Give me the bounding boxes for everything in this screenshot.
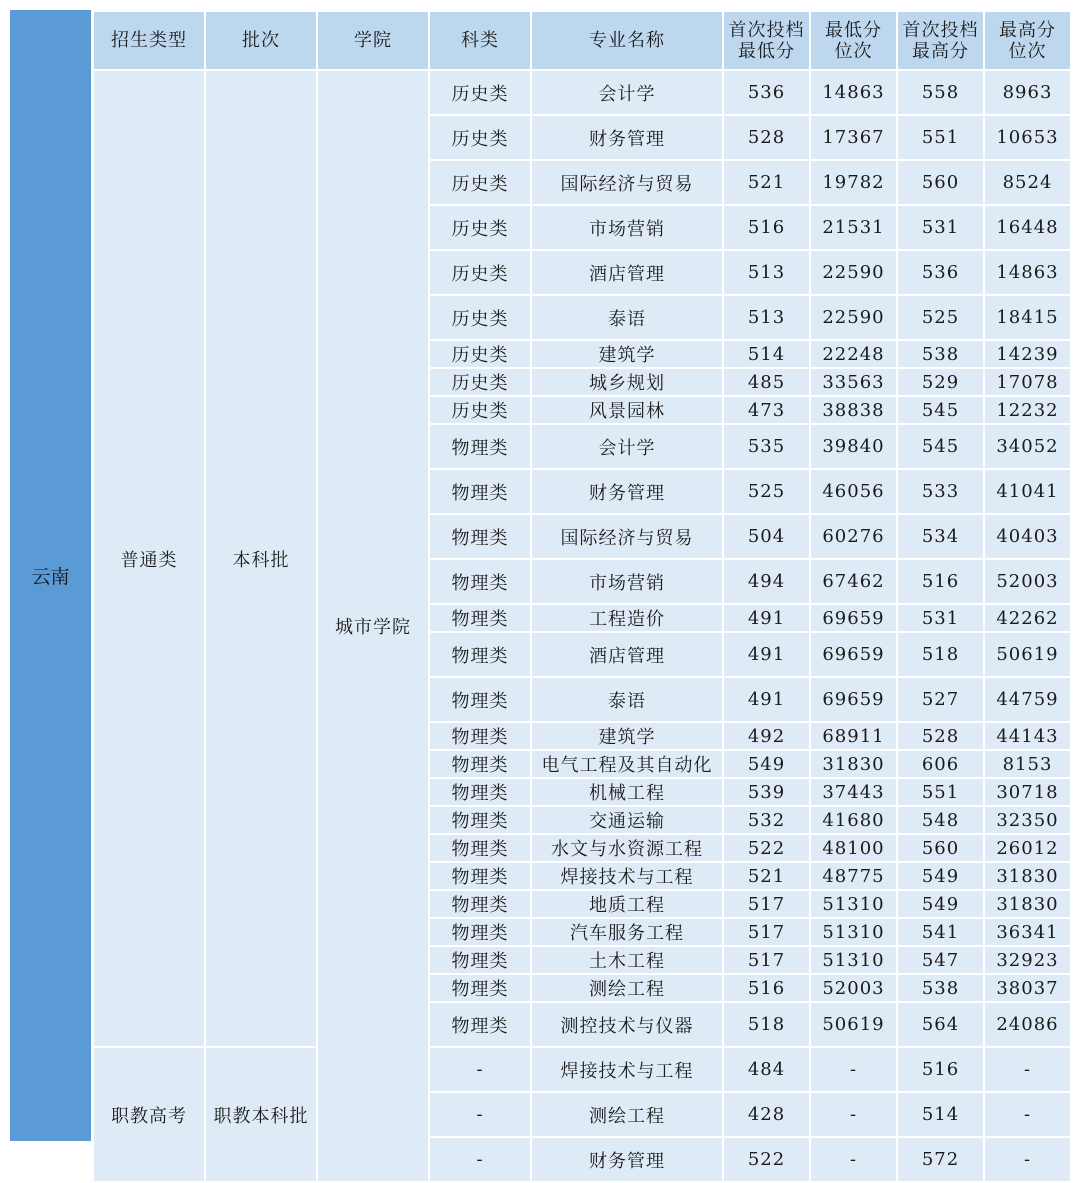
min-score-cell: 525 [723, 469, 810, 514]
max-rank-cell: 44759 [984, 677, 1071, 722]
max-score-cell: 528 [897, 722, 984, 750]
subject-cell: 物理类 [429, 946, 531, 974]
min-score-cell: 549 [723, 750, 810, 778]
header-college: 学院 [317, 11, 429, 70]
min-score-cell: 535 [723, 424, 810, 469]
max-score-cell: 572 [897, 1137, 984, 1182]
subject-cell: 历史类 [429, 250, 531, 295]
min-rank-cell: 39840 [810, 424, 897, 469]
max-rank-cell: 40403 [984, 514, 1071, 559]
major-cell: 焊接技术与工程 [531, 862, 723, 890]
max-score-cell: 560 [897, 834, 984, 862]
max-rank-cell: 17078 [984, 368, 1071, 396]
major-cell: 国际经济与贸易 [531, 514, 723, 559]
max-rank-cell: 38037 [984, 974, 1071, 1002]
max-score-cell: 527 [897, 677, 984, 722]
major-cell: 酒店管理 [531, 250, 723, 295]
max-score-cell: 534 [897, 514, 984, 559]
min-score-cell: 532 [723, 806, 810, 834]
min-rank-cell: 68911 [810, 722, 897, 750]
min-rank-cell: 50619 [810, 1002, 897, 1047]
major-cell: 建筑学 [531, 340, 723, 368]
min-rank-cell: - [810, 1092, 897, 1137]
min-rank-cell: 69659 [810, 604, 897, 632]
min-rank-cell: 46056 [810, 469, 897, 514]
max-rank-cell: 34052 [984, 424, 1071, 469]
subject-cell: 历史类 [429, 396, 531, 424]
subject-cell: 物理类 [429, 778, 531, 806]
min-rank-cell: 60276 [810, 514, 897, 559]
major-cell: 交通运输 [531, 806, 723, 834]
min-rank-cell: 22590 [810, 250, 897, 295]
max-rank-cell: 30718 [984, 778, 1071, 806]
max-score-cell: 545 [897, 396, 984, 424]
max-rank-cell: 12232 [984, 396, 1071, 424]
subject-cell: 物理类 [429, 469, 531, 514]
max-score-cell: 529 [897, 368, 984, 396]
max-score-cell: 541 [897, 918, 984, 946]
max-rank-cell: 18415 [984, 295, 1071, 340]
max-rank-cell: 44143 [984, 722, 1071, 750]
min-rank-cell: 14863 [810, 70, 897, 115]
major-cell: 城乡规划 [531, 368, 723, 396]
major-cell: 财务管理 [531, 1137, 723, 1182]
min-score-cell: 517 [723, 918, 810, 946]
enroll-type-cell: 普通类 [93, 70, 205, 1047]
max-score-cell: 606 [897, 750, 984, 778]
major-cell: 市场营销 [531, 205, 723, 250]
max-rank-cell: 26012 [984, 834, 1071, 862]
subject-cell: 物理类 [429, 806, 531, 834]
major-cell: 建筑学 [531, 722, 723, 750]
max-score-cell: 551 [897, 115, 984, 160]
major-cell: 焊接技术与工程 [531, 1047, 723, 1092]
subject-cell: 历史类 [429, 115, 531, 160]
min-rank-cell: 21531 [810, 205, 897, 250]
max-rank-cell: 8963 [984, 70, 1071, 115]
min-score-cell: 492 [723, 722, 810, 750]
max-score-cell: 516 [897, 559, 984, 604]
min-score-cell: 473 [723, 396, 810, 424]
header-major: 专业名称 [531, 11, 723, 70]
min-score-cell: 428 [723, 1092, 810, 1137]
max-rank-cell: - [984, 1137, 1071, 1182]
max-score-cell: 547 [897, 946, 984, 974]
max-score-cell: 560 [897, 160, 984, 205]
max-rank-cell: 16448 [984, 205, 1071, 250]
min-score-cell: 522 [723, 834, 810, 862]
min-rank-cell: - [810, 1137, 897, 1182]
header-enroll-type: 招生类型 [93, 11, 205, 70]
min-score-cell: 516 [723, 205, 810, 250]
min-score-cell: 513 [723, 295, 810, 340]
min-rank-cell: 48100 [810, 834, 897, 862]
max-rank-cell: 14863 [984, 250, 1071, 295]
subject-cell: 物理类 [429, 750, 531, 778]
major-cell: 财务管理 [531, 469, 723, 514]
subject-cell: 历史类 [429, 70, 531, 115]
subject-cell: 物理类 [429, 862, 531, 890]
subject-cell: 物理类 [429, 1002, 531, 1047]
max-score-cell: 538 [897, 340, 984, 368]
province-cell: 云南 [10, 10, 91, 1141]
min-rank-cell: 51310 [810, 890, 897, 918]
min-score-cell: 517 [723, 890, 810, 918]
max-score-cell: 536 [897, 250, 984, 295]
major-cell: 市场营销 [531, 559, 723, 604]
max-score-cell: 538 [897, 974, 984, 1002]
table-row [93, 70, 1071, 115]
min-score-cell: 491 [723, 632, 810, 677]
min-score-cell: 484 [723, 1047, 810, 1092]
max-score-cell: 533 [897, 469, 984, 514]
header-min-score: 首次投档 最低分 [723, 11, 810, 70]
subject-cell: 历史类 [429, 368, 531, 396]
max-rank-cell: 31830 [984, 862, 1071, 890]
admission-score-table [92, 10, 1072, 1183]
min-rank-cell: - [810, 1047, 897, 1092]
subject-cell: 物理类 [429, 974, 531, 1002]
major-cell: 测控技术与仪器 [531, 1002, 723, 1047]
max-rank-cell: 8153 [984, 750, 1071, 778]
major-cell: 电气工程及其自动化 [531, 750, 723, 778]
max-rank-cell: 41041 [984, 469, 1071, 514]
min-score-cell: 513 [723, 250, 810, 295]
min-rank-cell: 69659 [810, 677, 897, 722]
subject-cell: 物理类 [429, 424, 531, 469]
max-rank-cell: - [984, 1047, 1071, 1092]
max-score-cell: 545 [897, 424, 984, 469]
max-score-cell: 549 [897, 890, 984, 918]
min-rank-cell: 48775 [810, 862, 897, 890]
min-score-cell: 514 [723, 340, 810, 368]
max-score-cell: 564 [897, 1002, 984, 1047]
major-cell: 泰语 [531, 295, 723, 340]
major-cell: 工程造价 [531, 604, 723, 632]
header-min-rank: 最低分 位次 [810, 11, 897, 70]
min-rank-cell: 37443 [810, 778, 897, 806]
batch-cell: 本科批 [205, 70, 317, 1047]
subject-cell: 物理类 [429, 722, 531, 750]
min-score-cell: 491 [723, 677, 810, 722]
header-subject: 科类 [429, 11, 531, 70]
min-score-cell: 491 [723, 604, 810, 632]
major-cell: 测绘工程 [531, 1092, 723, 1137]
header-batch: 批次 [205, 11, 317, 70]
min-score-cell: 485 [723, 368, 810, 396]
min-score-cell: 516 [723, 974, 810, 1002]
max-score-cell: 551 [897, 778, 984, 806]
min-rank-cell: 19782 [810, 160, 897, 205]
enroll-type-cell: 职教高考 [93, 1047, 205, 1182]
min-rank-cell: 22248 [810, 340, 897, 368]
major-cell: 酒店管理 [531, 632, 723, 677]
min-score-cell: 504 [723, 514, 810, 559]
min-rank-cell: 51310 [810, 946, 897, 974]
min-score-cell: 494 [723, 559, 810, 604]
major-cell: 汽车服务工程 [531, 918, 723, 946]
max-rank-cell: 32350 [984, 806, 1071, 834]
major-cell: 水文与水资源工程 [531, 834, 723, 862]
header-max-score: 首次投档 最高分 [897, 11, 984, 70]
min-score-cell: 528 [723, 115, 810, 160]
min-score-cell: 521 [723, 160, 810, 205]
min-rank-cell: 17367 [810, 115, 897, 160]
subject-cell: 物理类 [429, 890, 531, 918]
major-cell: 财务管理 [531, 115, 723, 160]
min-score-cell: 521 [723, 862, 810, 890]
subject-cell: 物理类 [429, 834, 531, 862]
subject-cell: 物理类 [429, 677, 531, 722]
max-rank-cell: - [984, 1092, 1071, 1137]
min-rank-cell: 67462 [810, 559, 897, 604]
subject-cell: 历史类 [429, 340, 531, 368]
subject-cell: 历史类 [429, 160, 531, 205]
min-rank-cell: 51310 [810, 918, 897, 946]
subject-cell: 物理类 [429, 604, 531, 632]
max-score-cell: 549 [897, 862, 984, 890]
max-rank-cell: 14239 [984, 340, 1071, 368]
max-rank-cell: 32923 [984, 946, 1071, 974]
subject-cell: 物理类 [429, 559, 531, 604]
max-score-cell: 518 [897, 632, 984, 677]
table-row [93, 1047, 1071, 1092]
min-score-cell: 539 [723, 778, 810, 806]
max-score-cell: 525 [897, 295, 984, 340]
subject-cell: - [429, 1092, 531, 1137]
min-score-cell: 522 [723, 1137, 810, 1182]
subject-cell: - [429, 1137, 531, 1182]
max-score-cell: 558 [897, 70, 984, 115]
subject-cell: 物理类 [429, 514, 531, 559]
min-rank-cell: 31830 [810, 750, 897, 778]
min-rank-cell: 22590 [810, 295, 897, 340]
major-cell: 国际经济与贸易 [531, 160, 723, 205]
min-score-cell: 518 [723, 1002, 810, 1047]
min-score-cell: 536 [723, 70, 810, 115]
max-rank-cell: 50619 [984, 632, 1071, 677]
major-cell: 机械工程 [531, 778, 723, 806]
min-rank-cell: 52003 [810, 974, 897, 1002]
max-rank-cell: 36341 [984, 918, 1071, 946]
max-score-cell: 548 [897, 806, 984, 834]
major-cell: 风景园林 [531, 396, 723, 424]
major-cell: 测绘工程 [531, 974, 723, 1002]
major-cell: 泰语 [531, 677, 723, 722]
max-rank-cell: 31830 [984, 890, 1071, 918]
major-cell: 会计学 [531, 70, 723, 115]
max-rank-cell: 10653 [984, 115, 1071, 160]
min-rank-cell: 41680 [810, 806, 897, 834]
max-score-cell: 531 [897, 205, 984, 250]
min-rank-cell: 33563 [810, 368, 897, 396]
batch-cell: 职教本科批 [205, 1047, 317, 1182]
max-rank-cell: 52003 [984, 559, 1071, 604]
subject-cell: 物理类 [429, 918, 531, 946]
subject-cell: 历史类 [429, 295, 531, 340]
major-cell: 地质工程 [531, 890, 723, 918]
max-rank-cell: 42262 [984, 604, 1071, 632]
major-cell: 土木工程 [531, 946, 723, 974]
min-score-cell: 517 [723, 946, 810, 974]
header-max-rank: 最高分 位次 [984, 11, 1071, 70]
max-score-cell: 516 [897, 1047, 984, 1092]
subject-cell: 历史类 [429, 205, 531, 250]
major-cell: 会计学 [531, 424, 723, 469]
college-cell: 城市学院 [317, 70, 429, 1182]
subject-cell: - [429, 1047, 531, 1092]
max-rank-cell: 24086 [984, 1002, 1071, 1047]
min-rank-cell: 69659 [810, 632, 897, 677]
max-rank-cell: 8524 [984, 160, 1071, 205]
max-score-cell: 531 [897, 604, 984, 632]
subject-cell: 物理类 [429, 632, 531, 677]
min-rank-cell: 38838 [810, 396, 897, 424]
max-score-cell: 514 [897, 1092, 984, 1137]
